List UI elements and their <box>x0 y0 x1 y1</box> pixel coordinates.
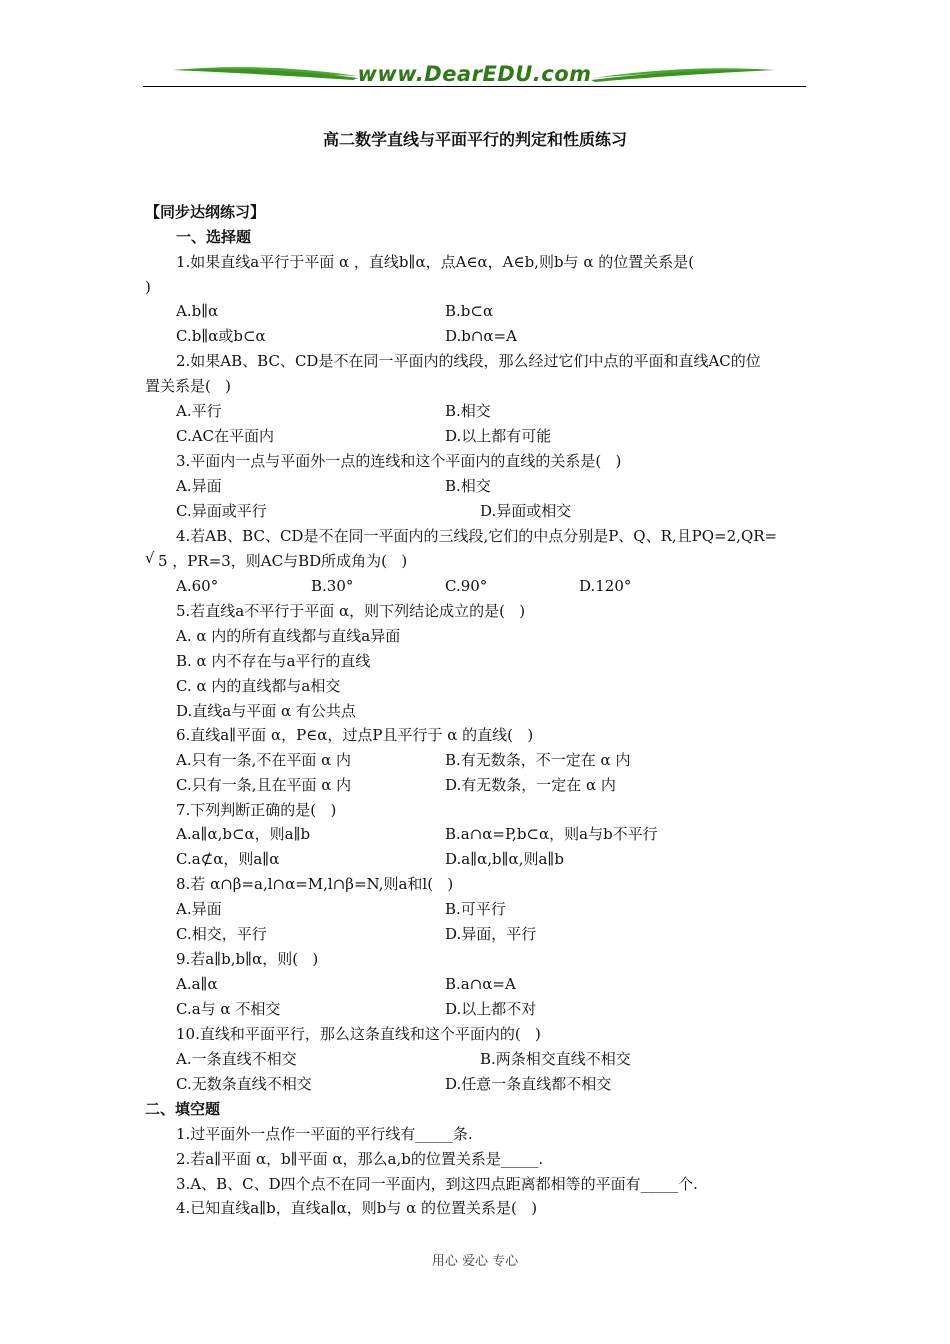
question-10: 10.直线和平面平行，那么这条直线和这个平面内的( ) <box>176 1025 541 1043</box>
option: A.a∥α <box>176 975 218 993</box>
section-heading-fill: 二、填空题 <box>145 1100 221 1118</box>
question-7: 7.下列判断正确的是( ) <box>176 801 337 819</box>
option: C.AC在平面内 <box>176 427 275 445</box>
question-6: 6.直线a∥平面 α，P∈α，过点P且平行于 α 的直线( ) <box>176 726 534 744</box>
question-5: 5.若直线a不平行于平面 α，则下列结论成立的是( ) <box>176 602 526 620</box>
option: A.a∥α,b⊂α，则a∥b <box>176 825 311 843</box>
page-footer: 用心 爱心 专心 <box>431 1254 519 1269</box>
option: C. α 内的直线都与a相交 <box>176 677 341 695</box>
fill-question-3: 3.A、B、C、D四个点不在同一平面内，到这四点距离都相等的平面有_____个. <box>176 1175 698 1193</box>
option: B.两条相交直线不相交 <box>480 1050 631 1068</box>
option: B.可平行 <box>445 900 506 918</box>
page-title: 高二数学直线与平面平行的判定和性质练习 <box>322 130 627 149</box>
option: D.有无数条，一定在 α 内 <box>445 776 616 794</box>
option: D.任意一条直线都不相交 <box>445 1075 612 1093</box>
option: D.以上都有可能 <box>445 427 552 445</box>
option: D.a∥α,b∥α,则a∥b <box>445 850 564 868</box>
fill-question-2: 2.若a∥平面 α，b∥平面 α，那么a,b的位置关系是_____. <box>176 1150 544 1168</box>
question-2: 2.如果AB、BC、CD是不在同一平面内的线段，那么经过它们中点的平面和直线AC的位 <box>176 352 761 370</box>
option: D.b∩α=A <box>445 327 517 345</box>
option: B. α 内不存在与a平行的直线 <box>176 652 371 670</box>
option: D.以上都不对 <box>445 1000 537 1018</box>
option: B.b⊂α <box>445 302 494 320</box>
option: C.90° <box>445 577 488 595</box>
question-8: 8.若 α∩β=a,l∩α=M,l∩β=N,则a和l( ) <box>176 875 454 893</box>
option: A.60° <box>176 577 219 595</box>
option: C.b∥α或b⊂α <box>176 327 266 345</box>
option: D.直线a与平面 α 有公共点 <box>176 702 356 720</box>
option: B.相交 <box>445 477 491 495</box>
fill-question-4: 4.已知直线a∥b，直线a∥α，则b与 α 的位置关系是( ) <box>176 1199 538 1217</box>
question-9: 9.若a∥b,b∥α，则( ) <box>176 950 319 968</box>
option: B.a∩α=A <box>445 975 516 993</box>
option: D.120° <box>579 577 632 595</box>
option: A.只有一条,不在平面 α 内 <box>176 751 352 769</box>
option: A. α 内的所有直线都与直线a异面 <box>176 627 401 645</box>
option: C.只有一条,且在平面 α 内 <box>176 776 352 794</box>
option: B.有无数条，不一定在 α 内 <box>445 751 631 769</box>
option: A.异面 <box>176 900 222 918</box>
question-2-cont: 置关系是( ) <box>145 377 232 395</box>
question-3: 3.平面内一点与平面外一点的连线和这个平面内的直线的关系是( ) <box>176 452 622 470</box>
logo-text: www.DearEDU.com <box>357 62 592 86</box>
option: A.b∥α <box>176 302 219 320</box>
option: C.无数条直线不相交 <box>176 1075 312 1093</box>
option: C.a⊄α，则a∥α <box>176 850 280 868</box>
question-4: 4.若AB、BC、CD是不在同一平面内的三线段,它们的中点分别是P、Q、R,且PQ=2,QR= <box>176 527 778 545</box>
question-1-cont: ) <box>145 278 151 296</box>
question-4-cont: 5 ，PR=3，则AC与BD所成角为( ) <box>158 552 408 570</box>
question-1: 1.如果直线a平行于平面 α ，直线b∥α，点A∈α，A∈b,则b与 α 的位置关系是( <box>176 253 695 271</box>
option: D.异面，平行 <box>445 925 537 943</box>
option: A.平行 <box>176 402 222 420</box>
option: A.异面 <box>176 477 222 495</box>
header-rule <box>143 86 806 87</box>
fill-question-1: 1.过平面外一点作一平面的平行线有_____条. <box>176 1125 473 1143</box>
option: B.30° <box>311 577 354 595</box>
sqrt-sign: √ <box>145 549 155 567</box>
option: C.相交，平行 <box>176 925 267 943</box>
option: C.a与 α 不相交 <box>176 1000 281 1018</box>
option: C.异面或平行 <box>176 502 267 520</box>
section-heading-main: 【同步达纲练习】 <box>145 203 266 221</box>
section-heading-choice: 一、选择题 <box>176 228 252 246</box>
option: B.相交 <box>445 402 491 420</box>
option: A.一条直线不相交 <box>176 1050 297 1068</box>
option: D.异面或相交 <box>480 502 572 520</box>
option: B.a∩α=P,b⊂α，则a与b不平行 <box>445 825 658 843</box>
